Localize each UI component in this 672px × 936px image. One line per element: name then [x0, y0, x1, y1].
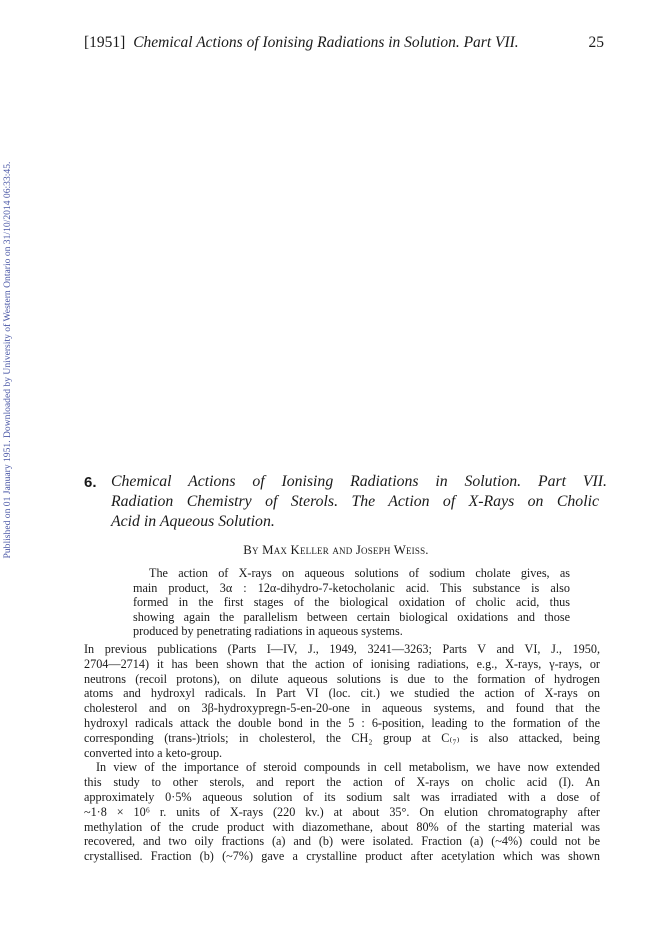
abstract-line: The action of X-rays on aqueous solutions of sodium cholate gives, as	[149, 566, 570, 580]
byline	[0, 543, 672, 558]
article-title-line: Acid in Aqueous Solution.	[111, 513, 275, 530]
abstract	[133, 566, 570, 639]
abstract-line: produced by penetrating radiations in aqueous systems.	[133, 624, 403, 638]
article-title	[111, 472, 607, 532]
body-text	[84, 642, 600, 864]
body-line: hydroxyl radicals attack the double bond in the 5 : 6-position, leading to the formation of the	[84, 715, 600, 730]
byline-text: By Max Keller and Joseph Weiss.	[243, 543, 429, 557]
article-title-line: Radiation Chemistry of Sterols. The Action of X-Rays on Cholic	[111, 493, 599, 510]
body-line: approximately 0·5% aqueous solution of its sodium salt was irradiated with a dose of	[84, 789, 600, 804]
body-line: neutrons (recoil protons), on dilute aqueous solutions is due to the formation of hydrogen	[84, 671, 600, 686]
body-line: atoms and hydroxyl radicals. In Part VI (loc. cit.) we studied the action of X-rays on	[84, 686, 600, 701]
abstract-line: formed in the first stages of the biological oxidation of cholic acid, thus	[133, 595, 570, 609]
running-head	[84, 34, 604, 52]
download-notice	[2, 130, 16, 590]
page-number: 25	[588, 34, 604, 51]
body-line: converted into a keto-group.	[84, 745, 223, 760]
abstract-line: main product, 3α : 12α-dihydro-7-ketocholanic acid. This substance is also	[133, 580, 570, 595]
abstract-line: showing again the parallelism between certain biological oxidations and those	[133, 609, 570, 624]
body-line: In view of the importance of steroid compounds in cell metabolism, we have now extended	[96, 760, 600, 775]
body-line: In previous publications (Parts I—IV, J., 1949, 3241—3263; Parts V and VI, J., 1950,	[84, 642, 600, 656]
article-number: 6.	[84, 474, 97, 491]
running-head-title: Chemical Actions of Ionising Radiations in Solution. Part VII.	[133, 34, 519, 51]
body-line: recovered, and two oily fractions (a) and (b) were isolated. Fraction (a) (~4%) could not be	[84, 834, 600, 849]
running-head-year: [1951]	[84, 34, 126, 51]
body-line: 2704—2714) it has been shown that the action of ionising radiations, e.g., X-rays, γ-rays, or	[84, 656, 600, 671]
body-line: methylation of the crude product with diazomethane, about 80% of the starting material was	[84, 819, 600, 834]
body-line: corresponding (trans-)triols; in cholesterol, the CH₂ group at C₍₇₎ is also attacked, being	[84, 730, 600, 745]
article-title-line: Chemical Actions of Ionising Radiations in Solution. Part VII.	[111, 473, 607, 490]
body-line: ~1·8 × 10⁶ r. units of X-rays (220 kv.) at about 35°. On elution chromatography after	[84, 804, 600, 819]
download-notice-text[interactable]: Published on 01 January 1951. Downloaded by University of Western Ontario on 31/10/2014 06:33:45.	[2, 161, 13, 559]
body-line: cholesterol and on 3β-hydroxypregn-5-en-20-one in aqueous systems, and found that the	[84, 701, 600, 716]
body-line: this study to other sterols, and report the action of X-rays on cholic acid (I). An	[84, 775, 600, 790]
body-line: crystallised. Fraction (b) (~7%) gave a crystalline product after acetylation which was shown	[84, 849, 600, 864]
